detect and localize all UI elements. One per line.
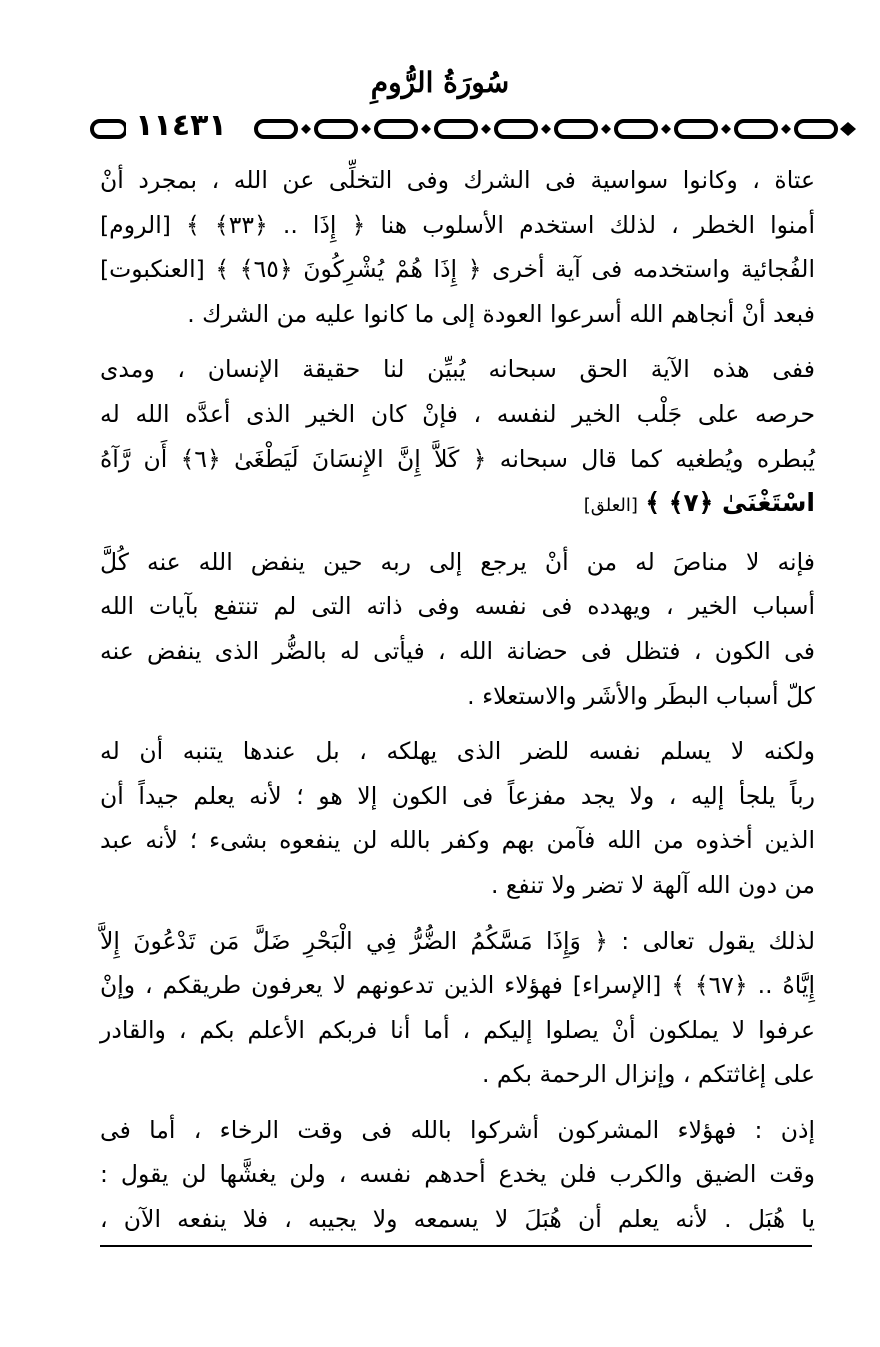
text-line: لذلك يقول تعالى : ﴿ وَإِذَا مَسَّكُمُ الضُّرُّ فِي الْبَحْرِ ضَلَّ مَن تَدْعُونَ إِلاَّ <box>100 926 815 955</box>
paragraph-2 <box>100 347 815 528</box>
text-line: ولكنه لا يسلم نفسه للضر الذى يهلكه ، بل عندها يتنبه أن له <box>100 737 815 766</box>
text-line: من دون الله آلهة لا تضر ولا تنفع . <box>490 870 815 899</box>
footer-rule <box>100 1245 812 1247</box>
text-line: الفُجائية واستخدمه فى آية أخرى ﴿ إِذَا هُمْ يُشْرِكُونَ ﴿٦٥﴾ ﴾ [العنكبوت] <box>100 255 815 284</box>
surah-title: سُورَةُ الرُّومِ <box>370 66 510 99</box>
text-line: إِيَّاهُ .. ﴿٦٧﴾ ﴾ [الإسراء] فهؤلاء الذين تدعونهم لا يعرفون طريقكم ، وإنْ <box>100 971 816 1000</box>
text-line: فإنه لا مناصَ له من أنْ يرجع إلى ربه حين ينفض الله عنه كُلَّ <box>100 547 815 576</box>
paragraph-3 <box>100 540 815 718</box>
text-line: فى الكون ، فتظل فى حضانة الله ، فيأتى له بالضُّر الذى ينفض عنه <box>100 636 815 665</box>
text-line: أسباب الخير ، ويهدده فى نفسه وفى ذاته التى لم تنتفع بآيات الله <box>100 592 815 621</box>
text-line: إذن : فهؤلاء المشركون أشركوا بالله فى وقت الرخاء ، أما فى <box>100 1115 815 1144</box>
text-line: وقت الضيق والكرب فلن يخدع أحدهم نفسه ، ولن يغشَّها لن يقول : <box>100 1160 815 1189</box>
text-line: أمنوا الخطر ، لذلك استخدم الأسلوب هنا ﴿ إِذَا .. ﴿٣٣﴾ ﴾ [الروم] <box>100 210 815 239</box>
text-line: رباً يلجأ إليه ، ولا يجد مفزعاً فى الكون إلا هو ؛ لأنه يعلم جيداً أن <box>100 781 815 810</box>
text-line: حرصه على جَلْب الخير لنفسه ، فإنْ كان الخير الذى أعدَّه الله له <box>100 399 815 428</box>
surah-reference: [العلق] <box>583 495 638 517</box>
text-line: عرفوا لا يملكون أنْ يصلوا إليكم ، أما أنا فربكم الأعلم بكم ، والقادر <box>100 1015 815 1044</box>
text-line: ففى هذه الآية الحق سبحانه يُبيِّن لنا حقيقة الإنسان ، ومدى <box>100 355 815 384</box>
text-line: كلّ أسباب البطَر والأشَر والاستعلاء . <box>467 681 815 710</box>
paragraph-5 <box>100 919 815 1097</box>
text-line: فبعد أنْ أنجاهم الله أسرعوا العودة إلى ما كانوا عليه من الشرك . <box>187 299 815 328</box>
text-line: يا هُبَل . لأنه يعلم أن هُبَلَ لا يسمعه ولا يجيبه ، فلا ينفعه الآن ، <box>100 1205 815 1234</box>
paragraph-4 <box>100 729 815 907</box>
paragraph-6 <box>100 1108 815 1242</box>
paragraph-1 <box>100 158 815 336</box>
quran-verse-fragment: اسْتَغْنَىٰ ﴿٧﴾ ﴾ <box>645 488 815 518</box>
text-line: الذين أخذوه من الله فآمن بهم وكفر بالله لن ينفعوه بشىء ؛ لأنه عبد <box>100 826 815 855</box>
text-line: يُبطره ويُطغيه كما قال سبحانه ﴿ كَلاَّ إِنَّ الإِنسَانَ لَيَطْغَىٰ ﴿٦﴾ أَن رَّآهُ <box>100 444 816 473</box>
text-line: على إغاثتكم ، وإنزال الرحمة بكم . <box>481 1060 815 1089</box>
text-line: عتاة ، وكانوا سواسية فى الشرك وفى التخلِّى عن الله ، بمجرد أنْ <box>100 166 815 194</box>
page-number: ١١٤٣١ <box>126 104 236 148</box>
quran-tail-line <box>100 481 815 529</box>
page-body <box>100 158 815 1253</box>
